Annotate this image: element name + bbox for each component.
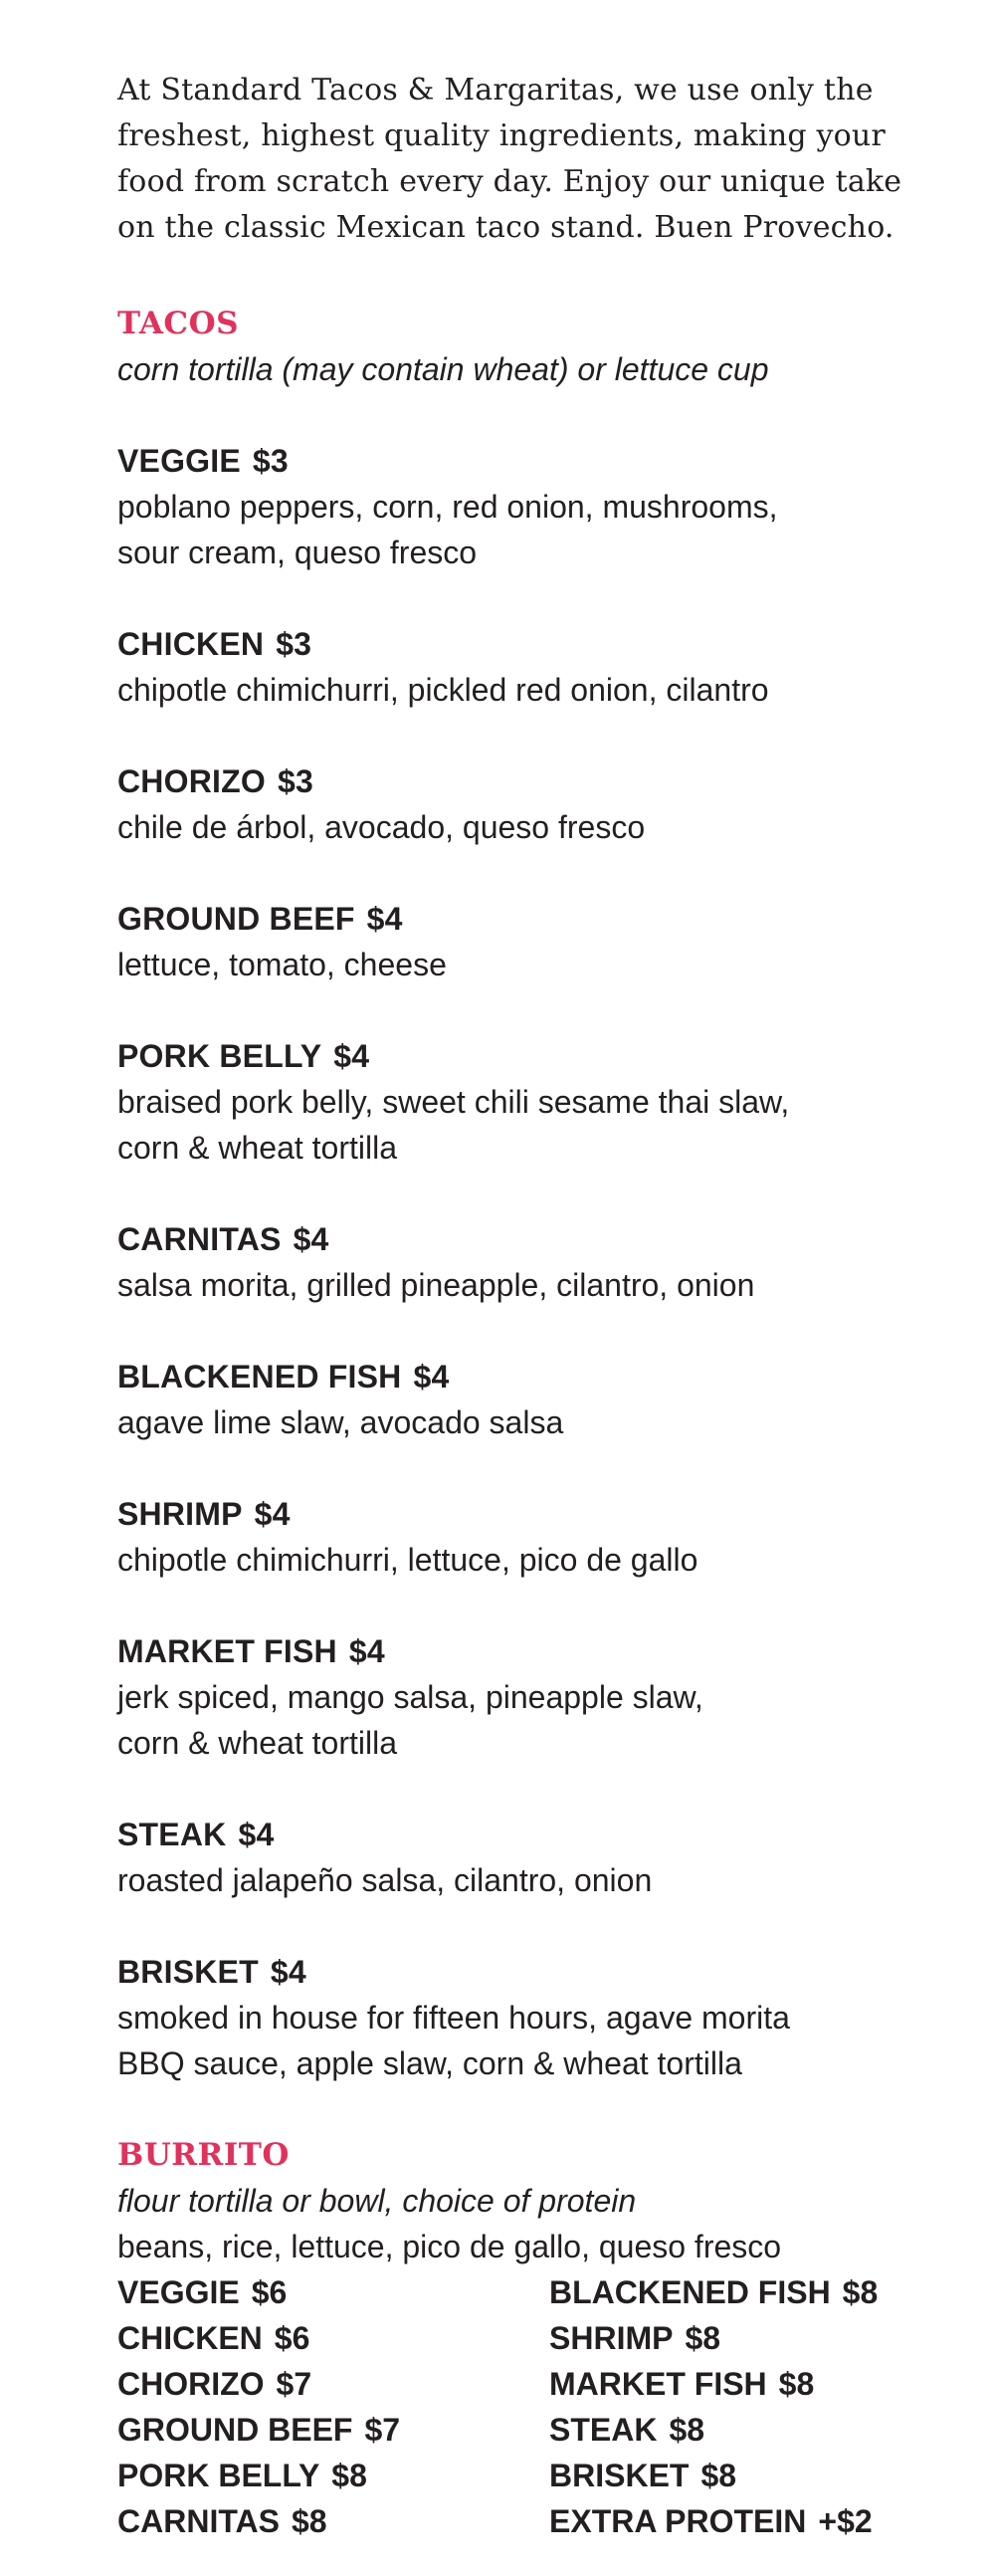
item-description: jerk spiced, mango salsa, pineapple slaw, corn & wheat tortilla — [117, 1679, 703, 1761]
item-price: $8 — [291, 2503, 327, 2539]
item-price: $3 — [276, 626, 312, 662]
burrito-item — [549, 2315, 947, 2361]
taco-item-shrimp — [117, 1491, 943, 1583]
tacos-list — [117, 438, 943, 2086]
item-price: +$2 — [818, 2503, 873, 2539]
item-price: $4 — [348, 1633, 385, 1669]
burrito-price-grid — [117, 2269, 943, 2544]
item-price: $3 — [277, 763, 313, 799]
item-name: SHRIMP — [117, 1496, 243, 1532]
item-name: GROUND BEEF — [117, 2412, 353, 2448]
item-price: $4 — [293, 1221, 329, 1257]
item-name: CHICKEN — [117, 2320, 263, 2356]
item-price: $3 — [252, 443, 289, 479]
taco-item-pork-belly — [117, 1033, 943, 1171]
item-price: $4 — [238, 1817, 275, 1852]
burrito-item — [117, 2361, 549, 2407]
item-name: MARKET FISH — [117, 1633, 337, 1669]
intro-text: At Standard Tacos & Margaritas, we use only the freshest, highest quality ingredients, making your food from scratch every day. Enjoy our unique take on the classic Mexican taco stand. Buen Provecho. — [117, 73, 902, 245]
item-name: CARNITAS — [117, 2503, 280, 2539]
taco-item-brisket — [117, 1949, 943, 2086]
taco-item-blackened-fish — [117, 1354, 943, 1445]
item-price: $8 — [685, 2320, 721, 2356]
burrito-item — [117, 2407, 549, 2453]
burrito-item — [117, 2269, 549, 2315]
item-name: PORK BELLY — [117, 2458, 320, 2493]
item-price: $7 — [364, 2412, 401, 2448]
burrito-description: beans, rice, lettuce, pico de gallo, queso fresco — [117, 2229, 782, 2264]
item-price: $4 — [366, 901, 403, 937]
item-name: STEAK — [117, 1817, 227, 1852]
tacos-subtitle: corn tortilla (may contain wheat) or lettuce cup — [117, 351, 769, 387]
item-price: $8 — [842, 2274, 879, 2310]
item-name: EXTRA PROTEIN — [549, 2503, 807, 2539]
item-name: VEGGIE — [117, 2274, 240, 2310]
item-description: agave lime slaw, avocado salsa — [117, 1404, 564, 1440]
item-name: VEGGIE — [117, 443, 241, 479]
burrito-item — [549, 2361, 947, 2407]
item-description: chipotle chimichurri, pickled red onion, cilantro — [117, 672, 769, 708]
item-name: MARKET FISH — [549, 2366, 767, 2402]
taco-item-market-fish — [117, 1628, 943, 1766]
item-price: $6 — [251, 2274, 288, 2310]
burrito-subtitle: flour tortilla or bowl, choice of protein — [117, 2183, 637, 2219]
taco-item-ground-beef — [117, 896, 943, 987]
item-price: $4 — [270, 1954, 306, 1990]
item-name: BRISKET — [549, 2458, 690, 2493]
taco-item-veggie — [117, 438, 943, 575]
taco-item-steak — [117, 1812, 943, 1903]
item-price: $4 — [254, 1496, 291, 1532]
item-description: lettuce, tomato, cheese — [117, 947, 447, 982]
burrito-item — [549, 2453, 947, 2498]
item-description: chipotle chimichurri, lettuce, pico de gallo — [117, 1542, 698, 1578]
item-description: chile de árbol, avocado, queso fresco — [117, 809, 646, 845]
burrito-title: BURRITO — [117, 2137, 290, 2173]
item-price: $7 — [276, 2366, 312, 2402]
item-price: $8 — [778, 2366, 815, 2402]
item-description: smoked in house for fifteen hours, agave morita BBQ sauce, apple slaw, corn & wheat tortilla — [117, 2000, 790, 2081]
burrito-item — [549, 2269, 947, 2315]
item-description: braised pork belly, sweet chili sesame thai slaw, corn & wheat tortilla — [117, 1084, 790, 1166]
item-description: poblano peppers, corn, red onion, mushrooms, sour cream, queso fresco — [117, 489, 778, 570]
item-name: CHICKEN — [117, 626, 265, 662]
item-price: $8 — [669, 2412, 705, 2448]
item-name: CARNITAS — [117, 1221, 282, 1257]
item-name: BLACKENED FISH — [549, 2274, 831, 2310]
item-price: $8 — [331, 2458, 367, 2493]
taco-item-carnitas — [117, 1216, 943, 1308]
burrito-item — [549, 2498, 947, 2544]
tacos-title: TACOS — [117, 306, 239, 341]
burrito-item — [117, 2315, 549, 2361]
item-name: GROUND BEEF — [117, 901, 355, 937]
burrito-left-column — [117, 2269, 549, 2544]
item-price: $4 — [413, 1359, 450, 1395]
item-description: roasted jalapeño salsa, cilantro, onion — [117, 1862, 653, 1898]
taco-item-chorizo — [117, 758, 943, 850]
taco-item-chicken — [117, 621, 943, 713]
menu-page — [117, 68, 943, 2544]
item-name: CHORIZO — [117, 2366, 265, 2402]
burrito-item — [117, 2498, 549, 2544]
burrito-section — [117, 2132, 943, 2544]
burrito-item — [549, 2407, 947, 2453]
item-description: salsa morita, grilled pineapple, cilantro, onion — [117, 1267, 755, 1303]
item-name: BLACKENED FISH — [117, 1359, 402, 1395]
item-price: $6 — [274, 2320, 310, 2356]
item-name: CHORIZO — [117, 763, 266, 799]
item-name: SHRIMP — [549, 2320, 674, 2356]
item-name: STEAK — [549, 2412, 658, 2448]
burrito-right-column — [549, 2269, 947, 2544]
item-price: $8 — [700, 2458, 737, 2493]
item-name: BRISKET — [117, 1954, 259, 1990]
tacos-section — [117, 301, 943, 2086]
burrito-item — [117, 2453, 549, 2498]
item-name: PORK BELLY — [117, 1038, 322, 1074]
item-price: $4 — [333, 1038, 370, 1074]
